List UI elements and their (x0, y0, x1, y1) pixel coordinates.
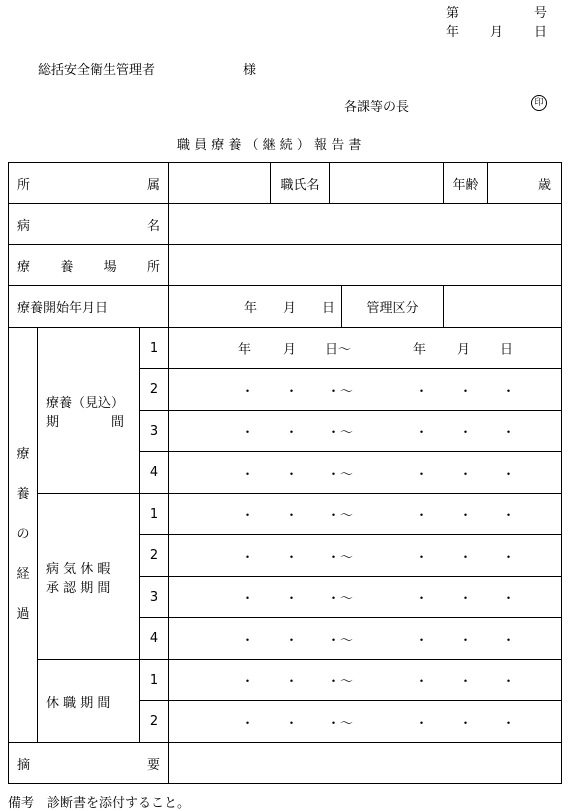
kanri-kubun-label: 管理区分 (342, 286, 444, 328)
period-d1: ・～ (327, 550, 354, 565)
period-m1: ・ (285, 425, 299, 441)
period-m2: ・ (459, 674, 473, 690)
period-m2: ・ (459, 633, 473, 648)
period-m1: 月 (283, 342, 297, 358)
period-d2: ・ (502, 633, 516, 648)
period-m2: ・ (459, 425, 473, 441)
row-number: 2 (140, 369, 169, 411)
byomei-label-cell (9, 204, 169, 245)
keika-label-cell (9, 328, 38, 743)
byomei-input[interactable] (169, 204, 562, 245)
period-d2: ・ (502, 591, 516, 607)
period-d1: ・～ (327, 425, 354, 441)
kaishi-label: 療養開始年月日 (9, 286, 169, 328)
rb-2: 養 (60, 259, 74, 275)
period-y2: ・ (415, 425, 429, 441)
period-d2: 日 (500, 342, 514, 358)
row-number: 4 (140, 452, 169, 494)
addressee: 総括安全衛生管理者 (38, 63, 156, 78)
period-cell[interactable] (169, 535, 562, 577)
tekiyo-input[interactable] (169, 743, 562, 784)
keika-char: の (16, 527, 30, 542)
date-month: 月 (490, 25, 504, 40)
sender: 各課等の長 (344, 100, 410, 115)
row-number: 3 (140, 577, 169, 618)
period-y2: ・ (415, 384, 429, 399)
period-y1: ・ (241, 591, 255, 607)
period-d2: ・ (502, 467, 516, 482)
shozoku-label-cell (9, 163, 169, 204)
kikan-label: 期 間 (46, 414, 125, 430)
shozoku-input[interactable] (169, 163, 271, 204)
row-number: 4 (140, 618, 169, 660)
shozoku-label-2: 属 (146, 177, 160, 193)
period-y2: 年 (413, 342, 427, 358)
ryoyo-kikan-label-cell (38, 328, 140, 494)
period-y1: ・ (241, 508, 255, 524)
period-y1: ・ (241, 467, 255, 482)
period-y2: ・ (415, 550, 429, 565)
period-d1: ・～ (327, 384, 354, 399)
shokuin-name-input[interactable] (330, 163, 444, 204)
period-d2: ・ (502, 425, 516, 441)
period-m1: ・ (285, 550, 299, 565)
row-number: 3 (140, 411, 169, 452)
row-number: 1 (140, 660, 169, 701)
byomei-label-1: 病 (17, 218, 31, 234)
period-cell[interactable] (169, 701, 562, 743)
period-m1: ・ (285, 633, 299, 648)
period-m2: ・ (459, 550, 473, 565)
period-y1: ・ (241, 674, 255, 690)
ryoyo-basho-input[interactable] (169, 245, 562, 286)
period-d2: ・ (502, 716, 516, 731)
keika-char: 療 (16, 447, 30, 462)
period-cell[interactable] (169, 618, 562, 660)
shokuin-name-label: 職氏名 (271, 163, 330, 204)
seal-mark: 印 (531, 95, 547, 111)
shozoku-label-1: 所 (17, 177, 31, 193)
period-m1: ・ (285, 384, 299, 399)
period-y1: 年 (238, 342, 252, 358)
period-y2: ・ (415, 716, 429, 731)
rb-4: 所 (146, 259, 160, 275)
period-y2: ・ (415, 633, 429, 648)
period-y1: ・ (241, 633, 255, 648)
period-cell[interactable] (169, 369, 562, 411)
period-m2: ・ (459, 591, 473, 607)
shonin-kikan-label: 承 認 期 間 (46, 580, 111, 596)
honorific: 様 (243, 63, 257, 78)
period-cell[interactable] (169, 411, 562, 452)
kanri-kubun-input[interactable] (444, 286, 562, 328)
period-d2: ・ (502, 384, 516, 399)
date-year: 年 (446, 25, 460, 40)
byoki-kyuka-label: 病 気 休 暇 (46, 561, 111, 577)
age-label: 年齢 (444, 163, 488, 204)
period-d2: ・ (502, 674, 516, 690)
period-y2: ・ (415, 508, 429, 524)
kyushoku-kikan-label: 休 職 期 間 (38, 660, 140, 743)
byomei-label-2: 名 (146, 218, 160, 234)
ryoyo-basho-label-cell (9, 245, 169, 286)
keika-char: 経 (16, 567, 30, 582)
ryoyo-mikomi-label: 療養（見込） (46, 395, 125, 411)
period-m1: ・ (285, 716, 299, 731)
tekiyo-2: 要 (146, 757, 160, 773)
period-d2: ・ (502, 550, 516, 565)
period-d1: ・～ (327, 674, 354, 690)
rb-1: 療 (17, 259, 31, 275)
period-y2: ・ (415, 674, 429, 690)
period-d1: ・～ (327, 591, 354, 607)
tekiyo-1: 摘 (17, 757, 31, 773)
period-m2: ・ (459, 384, 473, 399)
period-d1: ・～ (327, 716, 354, 731)
date-day: 日 (534, 25, 548, 40)
period-y1: ・ (241, 550, 255, 565)
period-d1: 日～ (325, 342, 352, 358)
period-cell[interactable] (169, 494, 562, 535)
period-cell[interactable] (169, 452, 562, 494)
period-d1: ・～ (327, 508, 354, 524)
period-m1: ・ (285, 674, 299, 690)
period-y1: ・ (241, 716, 255, 731)
period-y1: ・ (241, 425, 255, 441)
footer-note: 備考 診断書を添付すること。 (8, 796, 191, 811)
row-number: 1 (140, 494, 169, 535)
kaishi-date[interactable]: 年 月 日 (169, 286, 342, 328)
age-unit: 歳 (488, 163, 562, 204)
row-number: 2 (140, 535, 169, 577)
rb-3: 場 (103, 259, 117, 275)
period-m1: ・ (285, 508, 299, 524)
period-m2: ・ (459, 508, 473, 524)
period-y2: ・ (415, 591, 429, 607)
period-m2: 月 (457, 342, 471, 358)
period-d1: ・～ (327, 467, 354, 482)
period-cell[interactable] (169, 328, 562, 369)
keika-char: 過 (16, 607, 30, 622)
number-label: 第 (446, 6, 460, 21)
period-y1: ・ (241, 384, 255, 399)
period-d2: ・ (502, 508, 516, 524)
tekiyo-label-cell (9, 743, 169, 784)
form-title: 職 員 療 養 （ 継 続 ） 報 告 書 (177, 138, 362, 153)
number-suffix: 号 (534, 6, 548, 21)
report-form-table (8, 162, 562, 784)
row-number: 2 (140, 701, 169, 743)
period-m2: ・ (459, 467, 473, 482)
keika-char: 養 (16, 487, 30, 502)
period-m1: ・ (285, 467, 299, 482)
period-m2: ・ (459, 716, 473, 731)
byoki-kyuka-label-cell (38, 494, 140, 660)
period-m1: ・ (285, 591, 299, 607)
period-cell[interactable] (169, 577, 562, 618)
row-number: 1 (140, 328, 169, 369)
period-cell[interactable] (169, 660, 562, 701)
period-d1: ・～ (327, 633, 354, 648)
period-y2: ・ (415, 467, 429, 482)
